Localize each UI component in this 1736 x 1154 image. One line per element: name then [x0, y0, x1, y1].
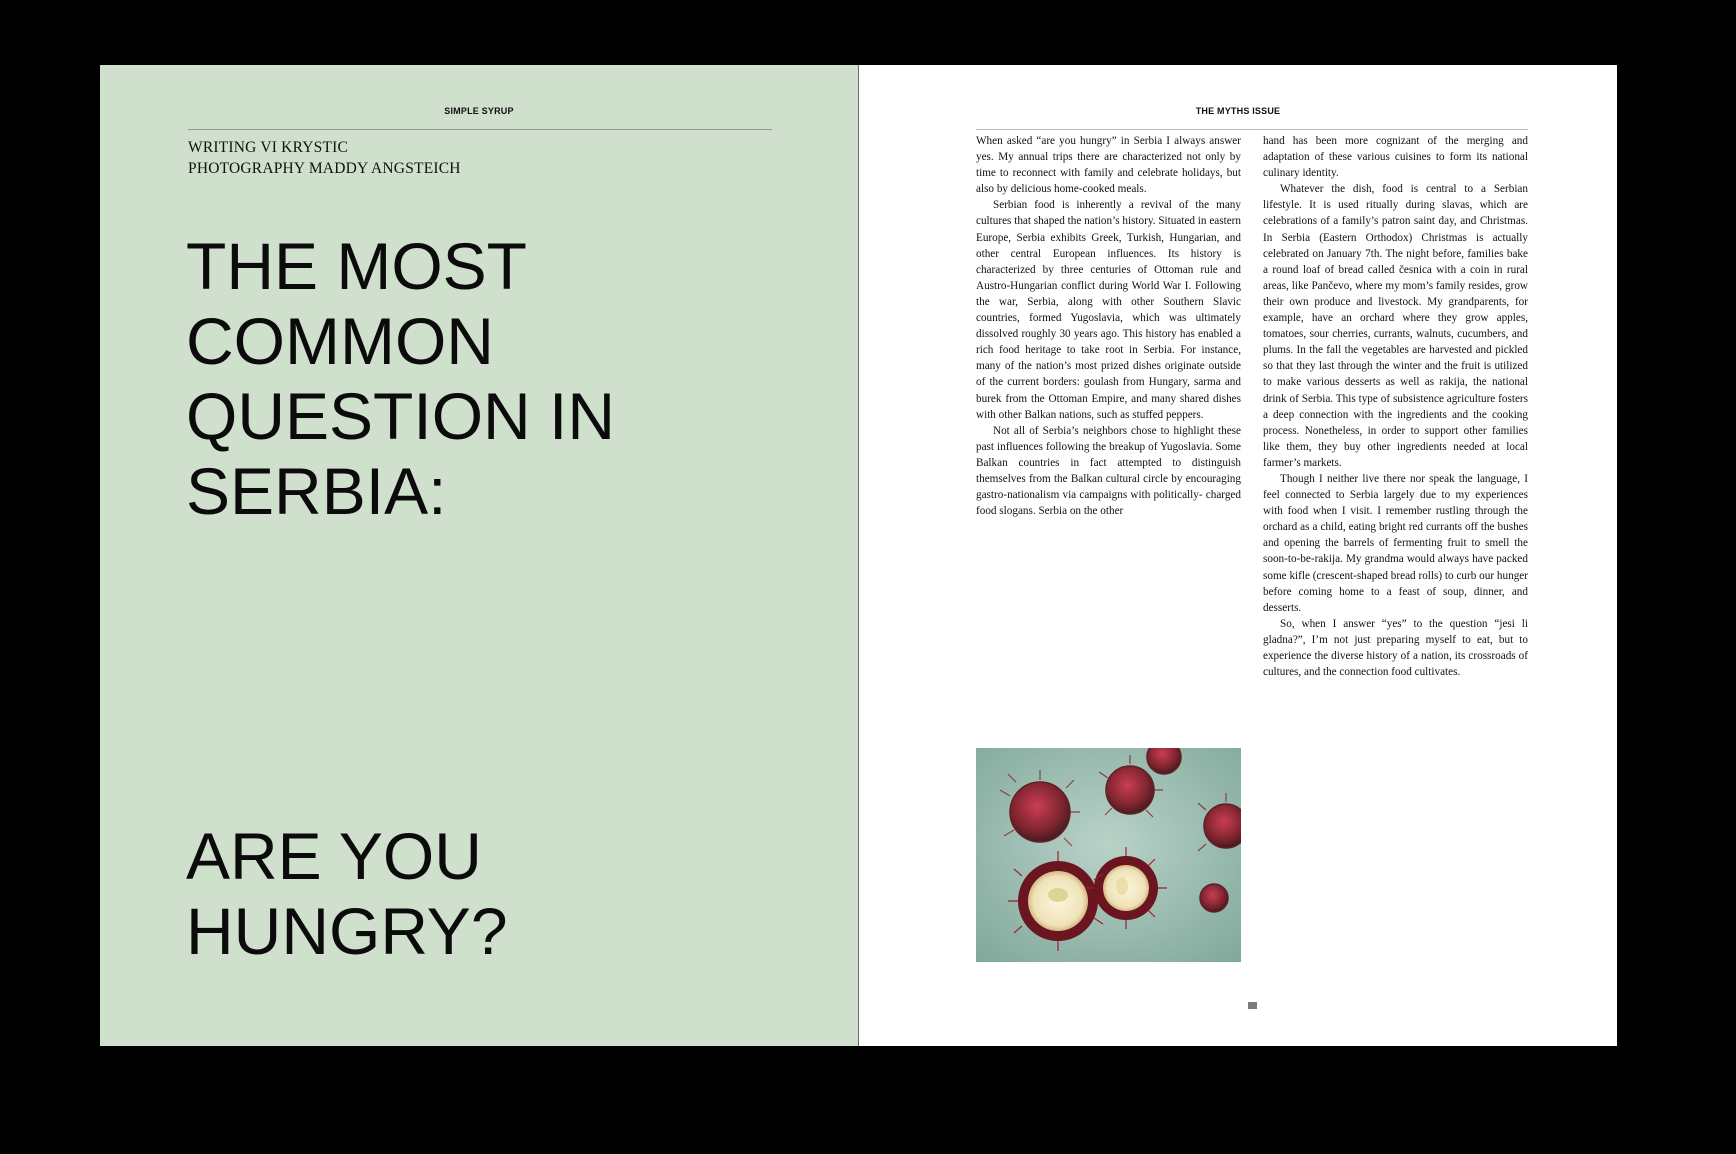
body-column-2: [1263, 133, 1528, 680]
title-line: SERBIA:: [186, 454, 447, 528]
title-line: QUESTION IN: [186, 379, 616, 453]
title-line: THE MOST: [186, 229, 527, 303]
article-title: [186, 229, 746, 529]
body-paragraph: When asked “are you hungry” in Serbia I always answer yes. My annual trips there are characterized not only by time to reconnect with family and celebrate holidays, but also by delicious home-cooked meals.: [976, 135, 1241, 196]
title-line: COMMON: [186, 304, 494, 378]
subtitle-line: ARE YOU: [186, 819, 482, 893]
running-head-left: SIMPLE SYRUP: [444, 106, 514, 116]
byline-photography: PHOTOGRAPHY MADDY ANGSTEICH: [188, 160, 461, 177]
byline: [188, 137, 461, 179]
magazine-spread: [100, 65, 1617, 1046]
left-page: [100, 65, 858, 1046]
body-paragraph: Serbian food is inherently a revival of the many cultures that shaped the nation’s history. Situated in eastern Europe, Serbia exhibits Greek, Turkish, Hungarian, and other central European influences. Its history is characterized by three centuries of Ottoman rule and Austro-Hungarian conflict during World War I. Following the war, Serbia, along with other Southern Slavic countries, formed Yugoslavia, which was ultimately dissolved roughly 30 years ago. This history has enabled a rich food heritage to take root in Serbia. For instance, many of the nation’s most prized dishes originate outside of the current borders: goulash from Hungary, sarma and burek from the Ottoman Empire, and many shared dishes with other Balkan nations, such as stuffed peppers.: [976, 199, 1241, 421]
subtitle-line: HUNGRY?: [186, 894, 508, 968]
header-rule-left: [188, 129, 772, 130]
body-column-1: [976, 133, 1241, 519]
body-paragraph: Though I neither live there nor speak the language, I feel connected to Serbia largely due to my experiences with food when I visit. I remember rustling through the orchard as a child, eating bright red currants off the bushes and opening the barrels of fermenting fruit to smell the soon-to-be-rakija. My grandma would always have packed some kifle (crescent-shaped bread rolls) to curb our hunger before coming home to a feast of soup, dinner, and desserts.: [1263, 472, 1528, 614]
rambutan-photo: [976, 748, 1241, 962]
body-paragraph: So, when I answer “yes” to the question “jesi li gladna?”, I’m not just preparing myself to eat, but to experience the diverse history of a nation, its crossroads of cultures, and the connection food cultivates.: [1263, 617, 1528, 679]
running-head-right: THE MYTHS ISSUE: [1195, 106, 1281, 116]
right-page: [859, 65, 1617, 1046]
header-rule-right: [976, 129, 1528, 130]
byline-writing: WRITING VI KRYSTIC: [188, 139, 349, 156]
body-paragraph: Whatever the dish, food is central to a Serbian lifestyle. It is used ritually during slavas, which are celebrations of a family’s patron saint day, and Christmas. In Serbia (Eastern Orthodox) Christmas is actually celebrated on January 7th. The night before, families bake a round loaf of bread called česnica with a coin in rural areas, like Pančevo, where my mom’s family resides, grow their own produce and livestock. My grandparents, for example, have an orchard where they grow apples, tomatoes, sour cherries, currants, walnuts, cucumbers, and plums. In the fall the vegetables are harvested and pickled so that they last through the winter and the fruit is utilized to make various desserts as well as rakija, the national drink of Serbia. This type of subsistence agriculture fosters a deep connection with the ingredients and the cooking process. Nonetheless, in order to support other families like them, they buy other ingredients needed at local farmer’s markets.: [1263, 183, 1528, 469]
body-paragraph: hand has been more cognizant of the merging and adaptation of these various cuisines to form its national culinary identity.: [1263, 135, 1528, 180]
body-paragraph: Not all of Serbia’s neighbors chose to highlight these past influences following the breakup of Yugoslavia. Some Balkan countries in fact attempted to distinguish themselves from the Balkan cultural circle by encouraging gastro-nationalism via campaigns with politically- charged food slogans. Serbia on the other: [976, 424, 1241, 518]
article-subtitle: [186, 819, 746, 969]
page-marker: [1248, 1002, 1257, 1009]
